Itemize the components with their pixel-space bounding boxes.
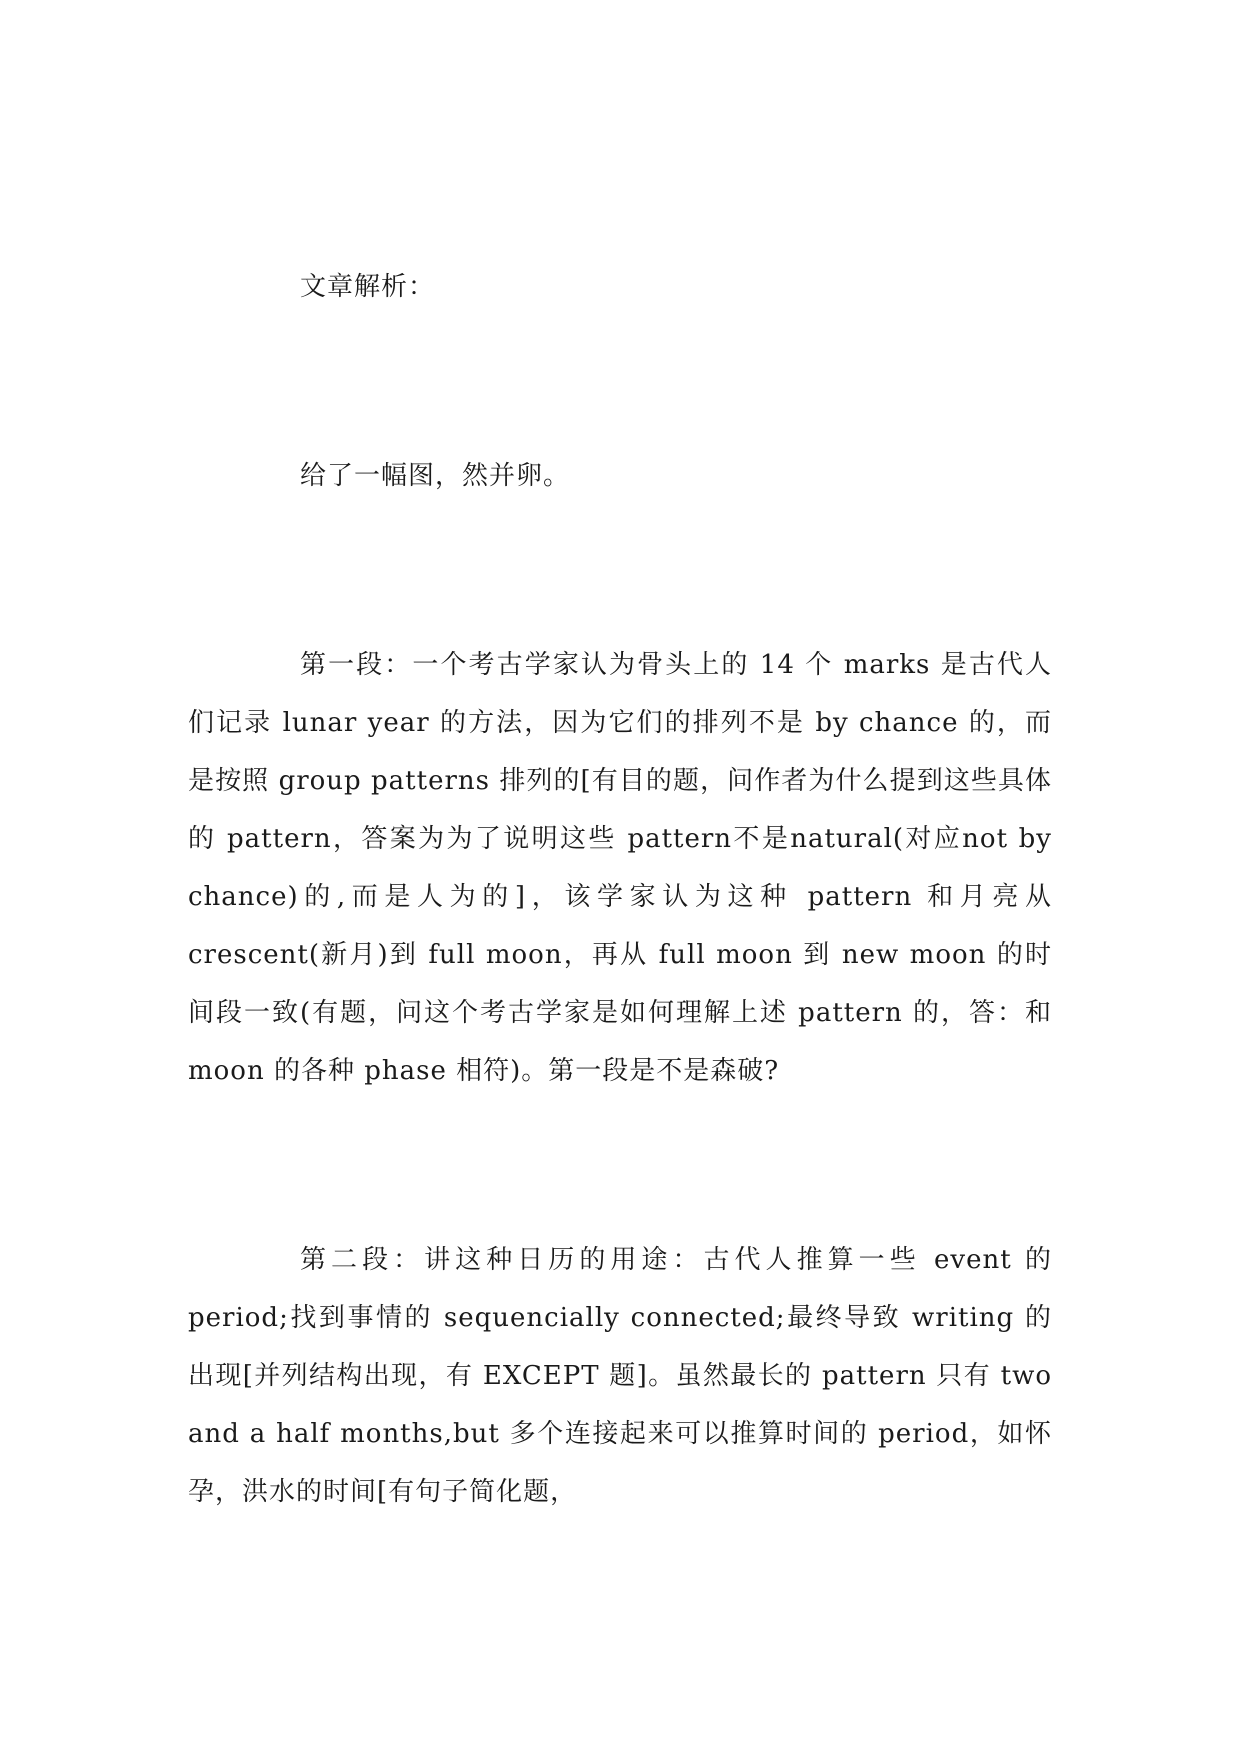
document-body [188,258,1052,1521]
paragraph-2: 第二段：讲这种日历的用途：古代人推算一些 event 的 period;找到事情的 sequencially connected;最终导致 writing 的出现[并列结构出现，有 EXCEPT 题]。虽然最长的 pattern 只有 two and a half months,but 多个连接起来可以推算时间的 period，如怀孕，洪水的时间[有句子简化题， [188,1245,1052,1507]
intro-paragraph: 给了一幅图，然并卵。 [300,461,571,491]
section-heading: 文章解析： [300,272,436,302]
paragraph-1: 第一段：一个考古学家认为骨头上的 14 个 marks 是古代人们记录 lunar year 的方法，因为它们的排列不是 by chance 的，而是按照 group patterns 排列的[有目的题，问作者为什么提到这些具体的 pattern，答案为为了说明这些 pattern不是natural(对应not by chance)的,而是人为的]，该学家认为这种 pattern 和月亮从 crescent(新月)到 full moon，再从 full moon 到 new moon 的时间段一致(有题，问这个考古学家是如何理解上述 pattern 的，答：和 moon 的各种 phase 相符)。第一段是不是森破? [188,650,1052,1086]
